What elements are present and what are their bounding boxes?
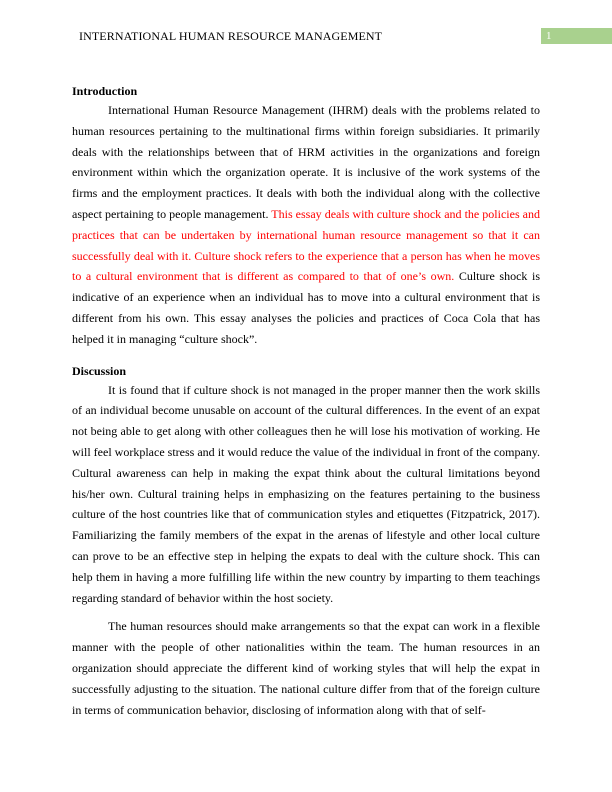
discussion-paragraph-2: The human resources should make arrangements so that the expat can work in a flexible manner with the people of other nationalities within the team. The human resources in an organization should appreciate the different kind of working styles that will help the expat in successfully adjusting to the situation. The national culture differ from that of the foreign culture in terms of communication behavior, disclosing of information along with that of self-	[72, 619, 540, 717]
introduction-text-end: Culture shock is indicative of an experience when an individual has to move into a cultural environment that is different from his own. This essay analyses the policies and practices of Coca Cola that has helped it in managing “culture shock”.	[72, 269, 540, 346]
introduction-paragraph	[72, 100, 540, 350]
page-number: 1	[546, 30, 552, 42]
running-header-title: INTERNATIONAL HUMAN RESOURCE MANAGEMENT	[79, 29, 383, 43]
introduction-highlighted-text: This essay deals with culture shock and the policies and practices that can be undertaken by international human resource management so that it can successfully deal with it. Culture shock refers to the experience that a person has when he moves to a cultural environment that is different as compared to that of one’s own.	[72, 206, 541, 284]
introduction-text-start: International Human Resource Management (IHRM) deals with the problems related to human resources pertaining to the multinational firms within foreign subsidiaries. It primarily deals with the relationships between that of HRM activities in the organizations and foreign environment within which the organization operate. It is inclusive of the work systems of the firms and the employment practices. It deals with both the individual along with the collective aspect pertaining to people management.	[72, 103, 540, 221]
introduction-heading: Introduction	[72, 84, 138, 98]
discussion-heading: Discussion	[72, 363, 127, 378]
paragraph-spacer	[72, 608, 540, 616]
document-body	[72, 82, 540, 720]
page-number-badge	[541, 28, 612, 44]
discussion-paragraph-1: It is found that if culture shock is not managed in the proper manner then the work skills of an individual become unusable on account of the cultural differences. In the event of an expat not being able to get along with other colleagues then he will lose his motivation of working. He will feel workplace stress and it would reduce the value of the individual in front of the company. Cultural awareness can help in making the expat think about the cultural limitations beyond his/her own. Cultural training helps in emphasizing on the features pertaining to the business culture of the host countries like that of communication styles and etiquettes (Fitzpatrick, 2017). Familiarizing the family members of the expat in the arenas of lifestyle and other local culture can prove to be an effective step in helping the expats to deal with the culture shock. This can help them in having a more fulfilling life within the new country by imparting to them teachings regarding standard of behavior within the host society.	[72, 382, 540, 605]
